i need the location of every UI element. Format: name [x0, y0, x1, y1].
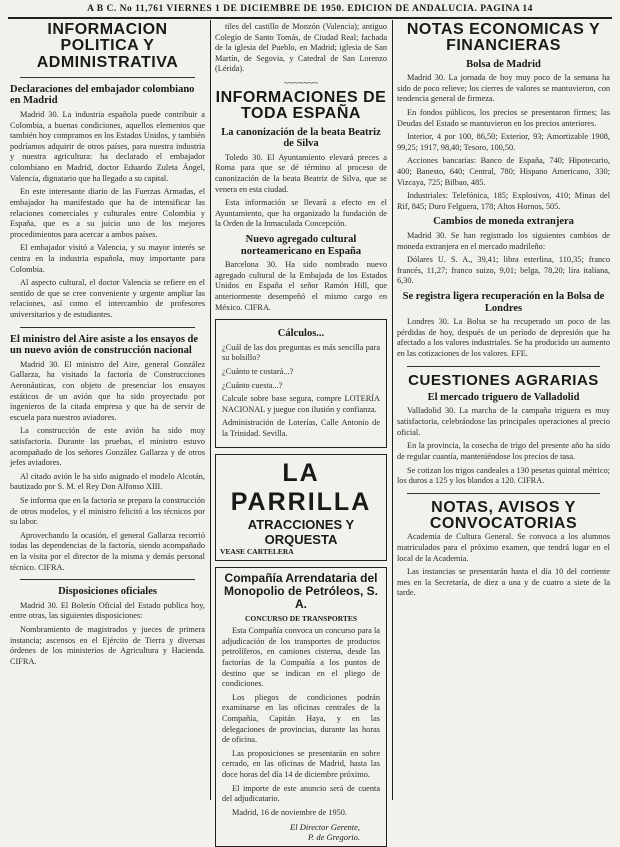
column-divider	[210, 20, 211, 800]
paragraph: Los pliegos de condiciones podrán examinarse en las oficinas centrales de la Compañía, Capitán Haya, y en las delegaciones de provincias, durante las horas de oficina.	[222, 692, 380, 745]
la-parrilla-ad	[215, 454, 387, 561]
page-header: A B C. No 11,761 VIERNES 1 DE DICIEMBRE DE 1950. EDICION DE ANDALUCIA. PAGINA 14	[87, 4, 533, 14]
paragraph: Barcelona 30. Ha sido nombrado nuevo agregado cultural de la Embajada de los Estados Unidos en España el señor Ramón Hill, que anteriormente desempeñó el mismo cargo en México. CIFRA.	[215, 260, 387, 312]
article-title: Nuevo agregado cultural norteamericano en España	[240, 234, 362, 257]
paragraph: Madrid 30. La jornada de hoy muy poco de la semana ha sido de poco relieve; los cierres de valores se mantuvieron, con tendencia general de firmeza.	[397, 73, 610, 104]
column-divider	[392, 20, 393, 800]
paragraph: Madrid, 16 de noviembre de 1950.	[232, 807, 347, 817]
paragraph: En este interesante diario de las Fuerzas Armadas, el embajador ha manifestado que ha de intensificar las relaciones comerciales y culturales entre Colombia y España, que es a su juicio uno de los mejores procedimientos para acercar a ambos países.	[10, 187, 205, 239]
paragraph: Interior, 4 por 100, 86,50; Exterior, 93; Amortizable 1908, 99,25; 1917, 98,40; Tesoro, 100,50.	[397, 132, 610, 152]
signature-line: El Director Gerente,	[290, 821, 360, 832]
paragraph: Londres 30. La Bolsa se ha recuperado un poco de las pérdidas de hoy, después de un período de depresión que ha afectado a los valores industriales. Se ha producido un aumento en las cotizaciones de los valores. EFE.	[397, 317, 610, 358]
paragraph: Se informa que en la factoría se prepara la construcción de otros modelos, y el ministro felicitó a los técnicos por su labor.	[10, 496, 205, 527]
paragraph: El embajador visitó a Valencia, y su mayor interés se centra en la industria española, muy importante para Colombia.	[10, 243, 205, 274]
signature-name: P. de Gregorio.	[308, 831, 360, 842]
ad-line: Calcule sobre base segura, compre LOTERÍA NACIONAL y juegue con ilusión y confianza.	[222, 394, 380, 414]
paragraph: La construcción de este avión ha sido muy satisfactoria. Durante las pruebas, el ministro estuvo acompañado de los señores González Gallarza y de otros jefes aviadores.	[10, 426, 205, 468]
ad-line: ¿Cuánto cuesta...?	[222, 380, 283, 390]
paragraph: Aprovechando la ocasión, el general Gallarza recorrió todas las dependencias de la factoría, siendo acompañado en la visita por el director de la misma y demás personal técnico. CIFRA.	[10, 530, 205, 572]
paragraph: Toledo 30. El Ayuntamiento elevará preces a Roma para que se dé término al proceso de canonización de la beata Beatriz de Silva, que se venera en esta ciudad.	[215, 152, 387, 194]
divider	[407, 493, 600, 494]
divider	[20, 579, 195, 580]
divider	[20, 327, 195, 328]
header-rule	[8, 17, 612, 19]
ad-title: LA PARRILLA	[230, 458, 372, 516]
paragraph: Al aspecto cultural, el doctor Valencia se refiere en el sentido de que se cree conveniente y urgente ampliar las relaciones, así como el intercambio de profesores universitarios y de estudiantes.	[10, 278, 205, 319]
ad-line: Administración de Loterías, Calle Antonio de la Trinidad. Sevilla.	[222, 418, 380, 438]
article-title: El mercado triguero de Valladolid	[427, 391, 580, 403]
lottery-ad-box	[215, 319, 387, 447]
ad-line: ¿Cuánto te costará...?	[222, 366, 294, 376]
article-title: El ministro del Aire asiste a los ensayos de un nuevo avión de construcción nacional	[10, 333, 199, 357]
article-title: Disposiciones oficiales	[58, 586, 157, 598]
divider	[20, 77, 195, 78]
paragraph: El importe de este anuncio será de cuenta del adjudicatario.	[222, 783, 380, 804]
ad-subtitle: ATRACCIONES Y ORQUESTA	[247, 516, 355, 547]
section-title: INFORMACIONES DE TODA ESPAÑA	[215, 89, 387, 123]
paragraph: Las instancias se presentarán hasta el día 10 del corriente mes en la Secretaría, de diez a una y de cuatro a siete de la tarde.	[397, 567, 610, 598]
paragraph: Acciones bancarias: Banco de España, 740; Hipotecario, 400; Banesto, 640; Central, 780; Hispano Americano, 330; Vizcaya, 725; Bilbao, 485.	[397, 156, 610, 187]
paragraph: Nombramiento de magistrados y jueces de primera instancia; ascensos en el Ejército de Tierra y diversas órdenes de los ministerios de Agricultura y Hacienda. CIFRA.	[10, 625, 205, 666]
article-title: Declaraciones del embajador colombiano en Madrid	[10, 83, 195, 107]
ad-note: VEASE CARTELERA	[220, 546, 294, 556]
section-title: CUESTIONES AGRARIAS	[408, 371, 599, 389]
paragraph: Se cotizan los trigos candeales a 130 pesetas quintal métrico; los duros a 125 y los blandos a 120. CIFRA.	[397, 465, 610, 486]
paragraph: En fondos públicos, los precios se presentaron firmes; las Deudas del Estado se mantuvieron en los precios anteriores.	[397, 108, 610, 128]
paragraph: tiles del castillo de Monzón (Valencia); antiguo Colegio de Santo Tomás, de Ciudad Real; fachada de la iglesia del Pueblo, en Madrid; iglesia de San Martín, de Segovia, y Catedral de San Lorenzo (Lérida).	[215, 22, 387, 74]
ornament-icon: ~~~~~~~	[283, 78, 319, 89]
paragraph: Al citado avión le ha sido asignado el modelo Alcotán, bautizado por S. M. el Rey Don Alfonso XIII.	[10, 471, 205, 492]
campsa-ad	[215, 567, 387, 847]
article-title: Bolsa de Madrid	[466, 58, 541, 70]
left-column	[10, 22, 205, 802]
ad-title: Compañía Arrendataria del Monopolio de Petróleos, S. A.	[223, 570, 378, 611]
paragraph: Madrid 30. El Boletín Oficial del Estado publica hoy, entre otras, las siguientes disposiciones:	[10, 600, 205, 621]
paragraph: Madrid 30. Se han registrado los siguientes cambios de moneda extranjera en el mercado madrileño:	[397, 231, 610, 251]
paragraph: Las proposiciones se presentarán en sobre cerrado, en las oficinas de Madrid, hasta las doce horas del día 14 de diciembre próximo.	[222, 748, 380, 780]
section-title: NOTAS ECONOMICAS Y FINANCIERAS	[406, 21, 601, 55]
paragraph: Valladolid 30. La marcha de la campaña triguera es muy satisfactoria, celebrándose las principales operaciones al precio oficial.	[397, 406, 610, 437]
article-title: Se registra ligera recuperación en la Bolsa de Londres	[402, 291, 605, 314]
ad-title: Cálculos...	[277, 328, 325, 340]
ad-line: ¿Cuál de las dos preguntas es más sencilla para su bolsillo?	[222, 342, 380, 363]
paragraph: Industriales: Telefónica, 185; Explosivos, 410; Minas del Rif, 845; Duro Felguera, 178; Altos Hornos, 505.	[397, 191, 610, 211]
section-title: NOTAS, AVISOS Y CONVOCATORIAS	[429, 498, 578, 533]
paragraph: Esta Compañía convoca un concurso para la adjudicación de los transportes de productos petrolíferos, en camiones cisterna, desde las factorías de la Compañía a los puntos de destino que se indican en el pliego de condiciones.	[222, 626, 380, 689]
article-title: Cambios de moneda extranjera	[433, 216, 574, 228]
right-column	[397, 22, 610, 802]
middle-column	[215, 22, 387, 842]
article-title: La canonización de la beata Beatriz de Silva	[221, 126, 381, 150]
paragraph: Academia de Cultura General. Se convoca a los alumnos matriculados para el próximo examen, que tendrá lugar en el local de la Academia.	[397, 532, 610, 563]
paragraph: Dólares U. S. A., 39,41; libra esterlina, 110,35; franco francés, 11,27; franco suizo, 9,01; belga, 78,20; lira italiana, 6,30.	[397, 255, 610, 286]
paragraph: Madrid 30. La industria española puede contribuir a Colombia, a buenas condiciones, aquellos elementos que también hoy compramos en los Estados Unidos, y también podríamos adquirir de otros países, para nuestra industria y nuestra agricultura: ha declarado el embajador colombiano en Madrid, doctor Eduardo Zuleta Ángel, Valencia, dignatario que ha llegado a su capital.	[10, 110, 205, 183]
ad-subtitle: CONCURSO DE TRANSPORTES	[244, 614, 358, 624]
divider	[407, 366, 600, 367]
section-title: INFORMACION POLITICA Y ADMINISTRATIVA	[36, 21, 179, 71]
paragraph: Madrid 30. El ministro del Aire, general González Gallarza, ha visitado la factoría de Construcciones Aeronáuticas, con objeto de presenciar los ensayos estáticos de un avión que ha sido proyectado por ingenieros de la citada empresa y que ha de servir de escuela para nuestros aviadores.	[10, 359, 205, 422]
paragraph: En la provincia, la cosecha de trigo del presente año ha sido de regular cuantía, manteniéndose los precios de tasa.	[397, 441, 610, 461]
paragraph: Esta información se llevará a efecto en el Ayuntamiento, que ha organizado la fundación de la Orden de la Inmaculada Concepción.	[215, 198, 387, 229]
